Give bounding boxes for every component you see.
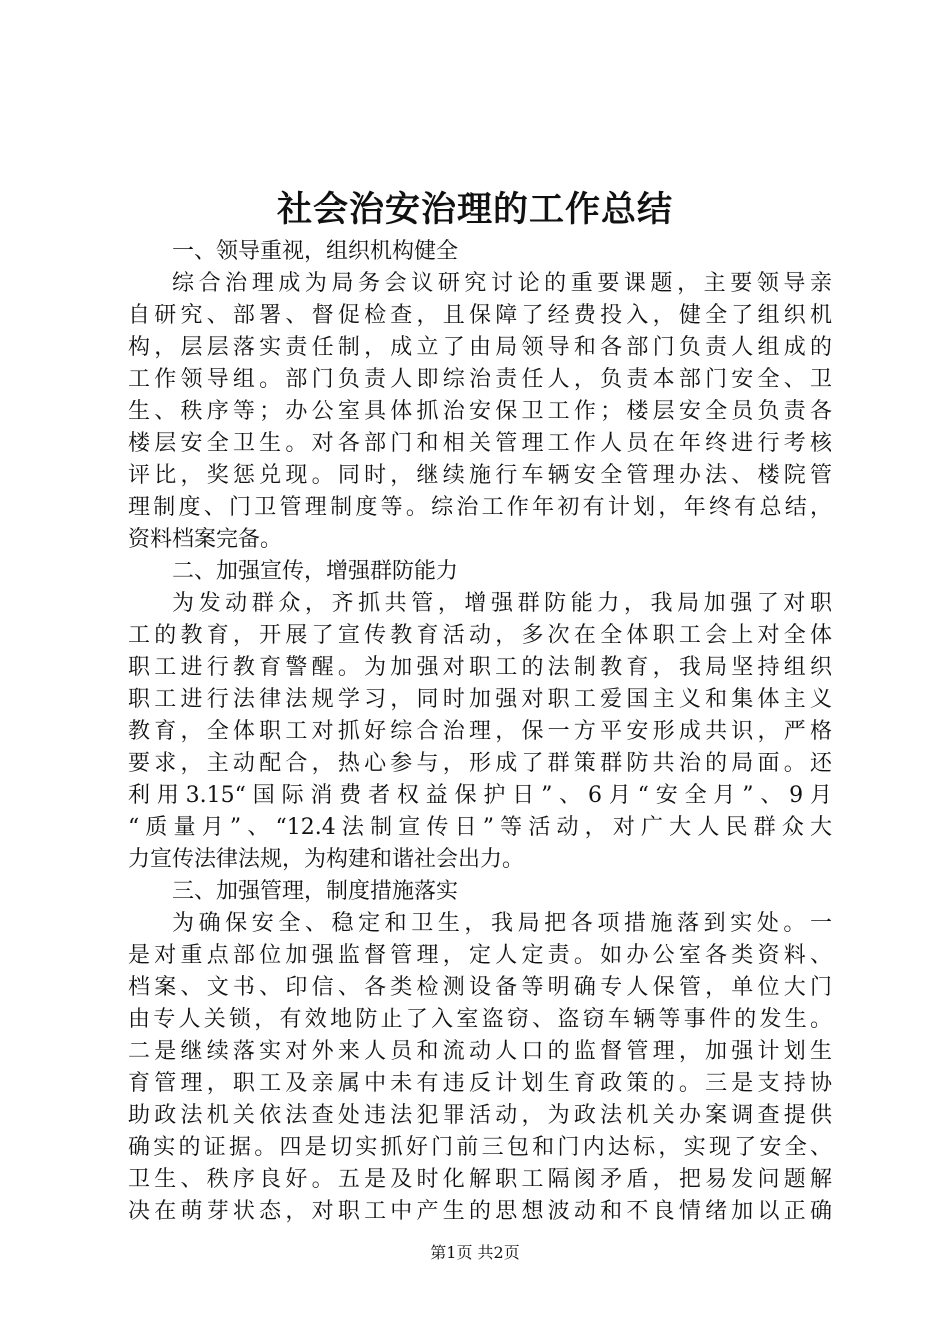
text-line: 工作领导组。部门负责人即综治责任人，负责本部门安全、卫 — [128, 367, 832, 392]
text-line: 档案、文书、印信、各类检测设备等明确专人保管，单位大门 — [128, 975, 832, 1000]
text-line: 资料档案完备。 — [128, 527, 283, 552]
page-footer: 第1页 共2页 — [430, 1243, 520, 1262]
document-body — [128, 236, 832, 1228]
text-line: 综合治理成为局务会议研究讨论的重要课题，主要领导亲 — [172, 271, 832, 296]
text-line: 工的教育，开展了宣传教育活动，多次在全体职工会上对全体 — [128, 623, 832, 648]
text-line: 育管理，职工及亲属中未有违反计划生育政策的。三是支持协 — [128, 1071, 832, 1096]
text-line: 力宣传法律法规，为构建和谐社会出力。 — [128, 847, 525, 872]
text-line: 要求，主动配合，热心参与，形成了群策群防共治的局面。还 — [128, 751, 832, 776]
text-line: 生、秩序等；办公室具体抓治安保卫工作；楼层安全员负责各 — [128, 399, 832, 424]
text-line: 为发动群众，齐抓共管，增强群防能力，我局加强了对职 — [172, 591, 832, 616]
text-line: 评比，奖惩兑现。同时，继续施行车辆安全管理办法、楼院管 — [128, 463, 832, 488]
text-line: 卫生、秩序良好。五是及时化解职工隔阂矛盾，把易发问题解 — [128, 1167, 832, 1192]
text-line: 理制度、门卫管理制度等。综治工作年初有计划，年终有总结， — [128, 495, 832, 520]
text-line: 助政法机关依法查处违法犯罪活动，为政法机关办案调查提供 — [128, 1103, 832, 1128]
text-line: 一、领导重视，组织机构健全 — [172, 239, 459, 264]
text-line: 构，层层落实责任制，成立了由局领导和各部门负责人组成的 — [128, 335, 832, 360]
text-line: 职工进行教育警醒。为加强对职工的法制教育，我局坚持组织 — [128, 655, 832, 680]
text-line: 教育，全体职工对抓好综合治理，保一方平安形成共识，严格 — [128, 719, 832, 744]
text-line: 三、加强管理，制度措施落实 — [172, 879, 459, 904]
text-line: 决在萌芽状态，对职工中产生的思想波动和不良情绪加以正确 — [128, 1199, 832, 1224]
text-line: 二、加强宣传，增强群防能力 — [172, 559, 459, 584]
text-line: 自研究、部署、督促检查，且保障了经费投入，健全了组织机 — [128, 303, 832, 328]
document-title: 社会治安治理的工作总结 — [276, 189, 673, 230]
text-line: 为确保安全、稳定和卫生，我局把各项措施落到实处。一 — [172, 911, 832, 936]
text-line: 确实的证据。四是切实抓好门前三包和门内达标，实现了安全、 — [128, 1135, 832, 1160]
text-line: 利用3.15“国际消费者权益保护日”、6月“安全月”、9月 — [128, 783, 832, 808]
text-line: 职工进行法律法规学习，同时加强对职工爱国主义和集体主义 — [128, 687, 832, 712]
text-line: 二是继续落实对外来人员和流动人口的监督管理，加强计划生 — [128, 1039, 832, 1064]
text-line: “质量月”、“12.4法制宣传日”等活动，对广大人民群众大 — [128, 815, 832, 840]
text-line: 由专人关锁，有效地防止了入室盗窃、盗窃车辆等事件的发生。 — [128, 1007, 832, 1032]
text-line: 楼层安全卫生。对各部门和相关管理工作人员在年终进行考核 — [128, 431, 832, 456]
text-line: 是对重点部位加强监督管理，定人定责。如办公室各类资料、 — [128, 943, 832, 968]
